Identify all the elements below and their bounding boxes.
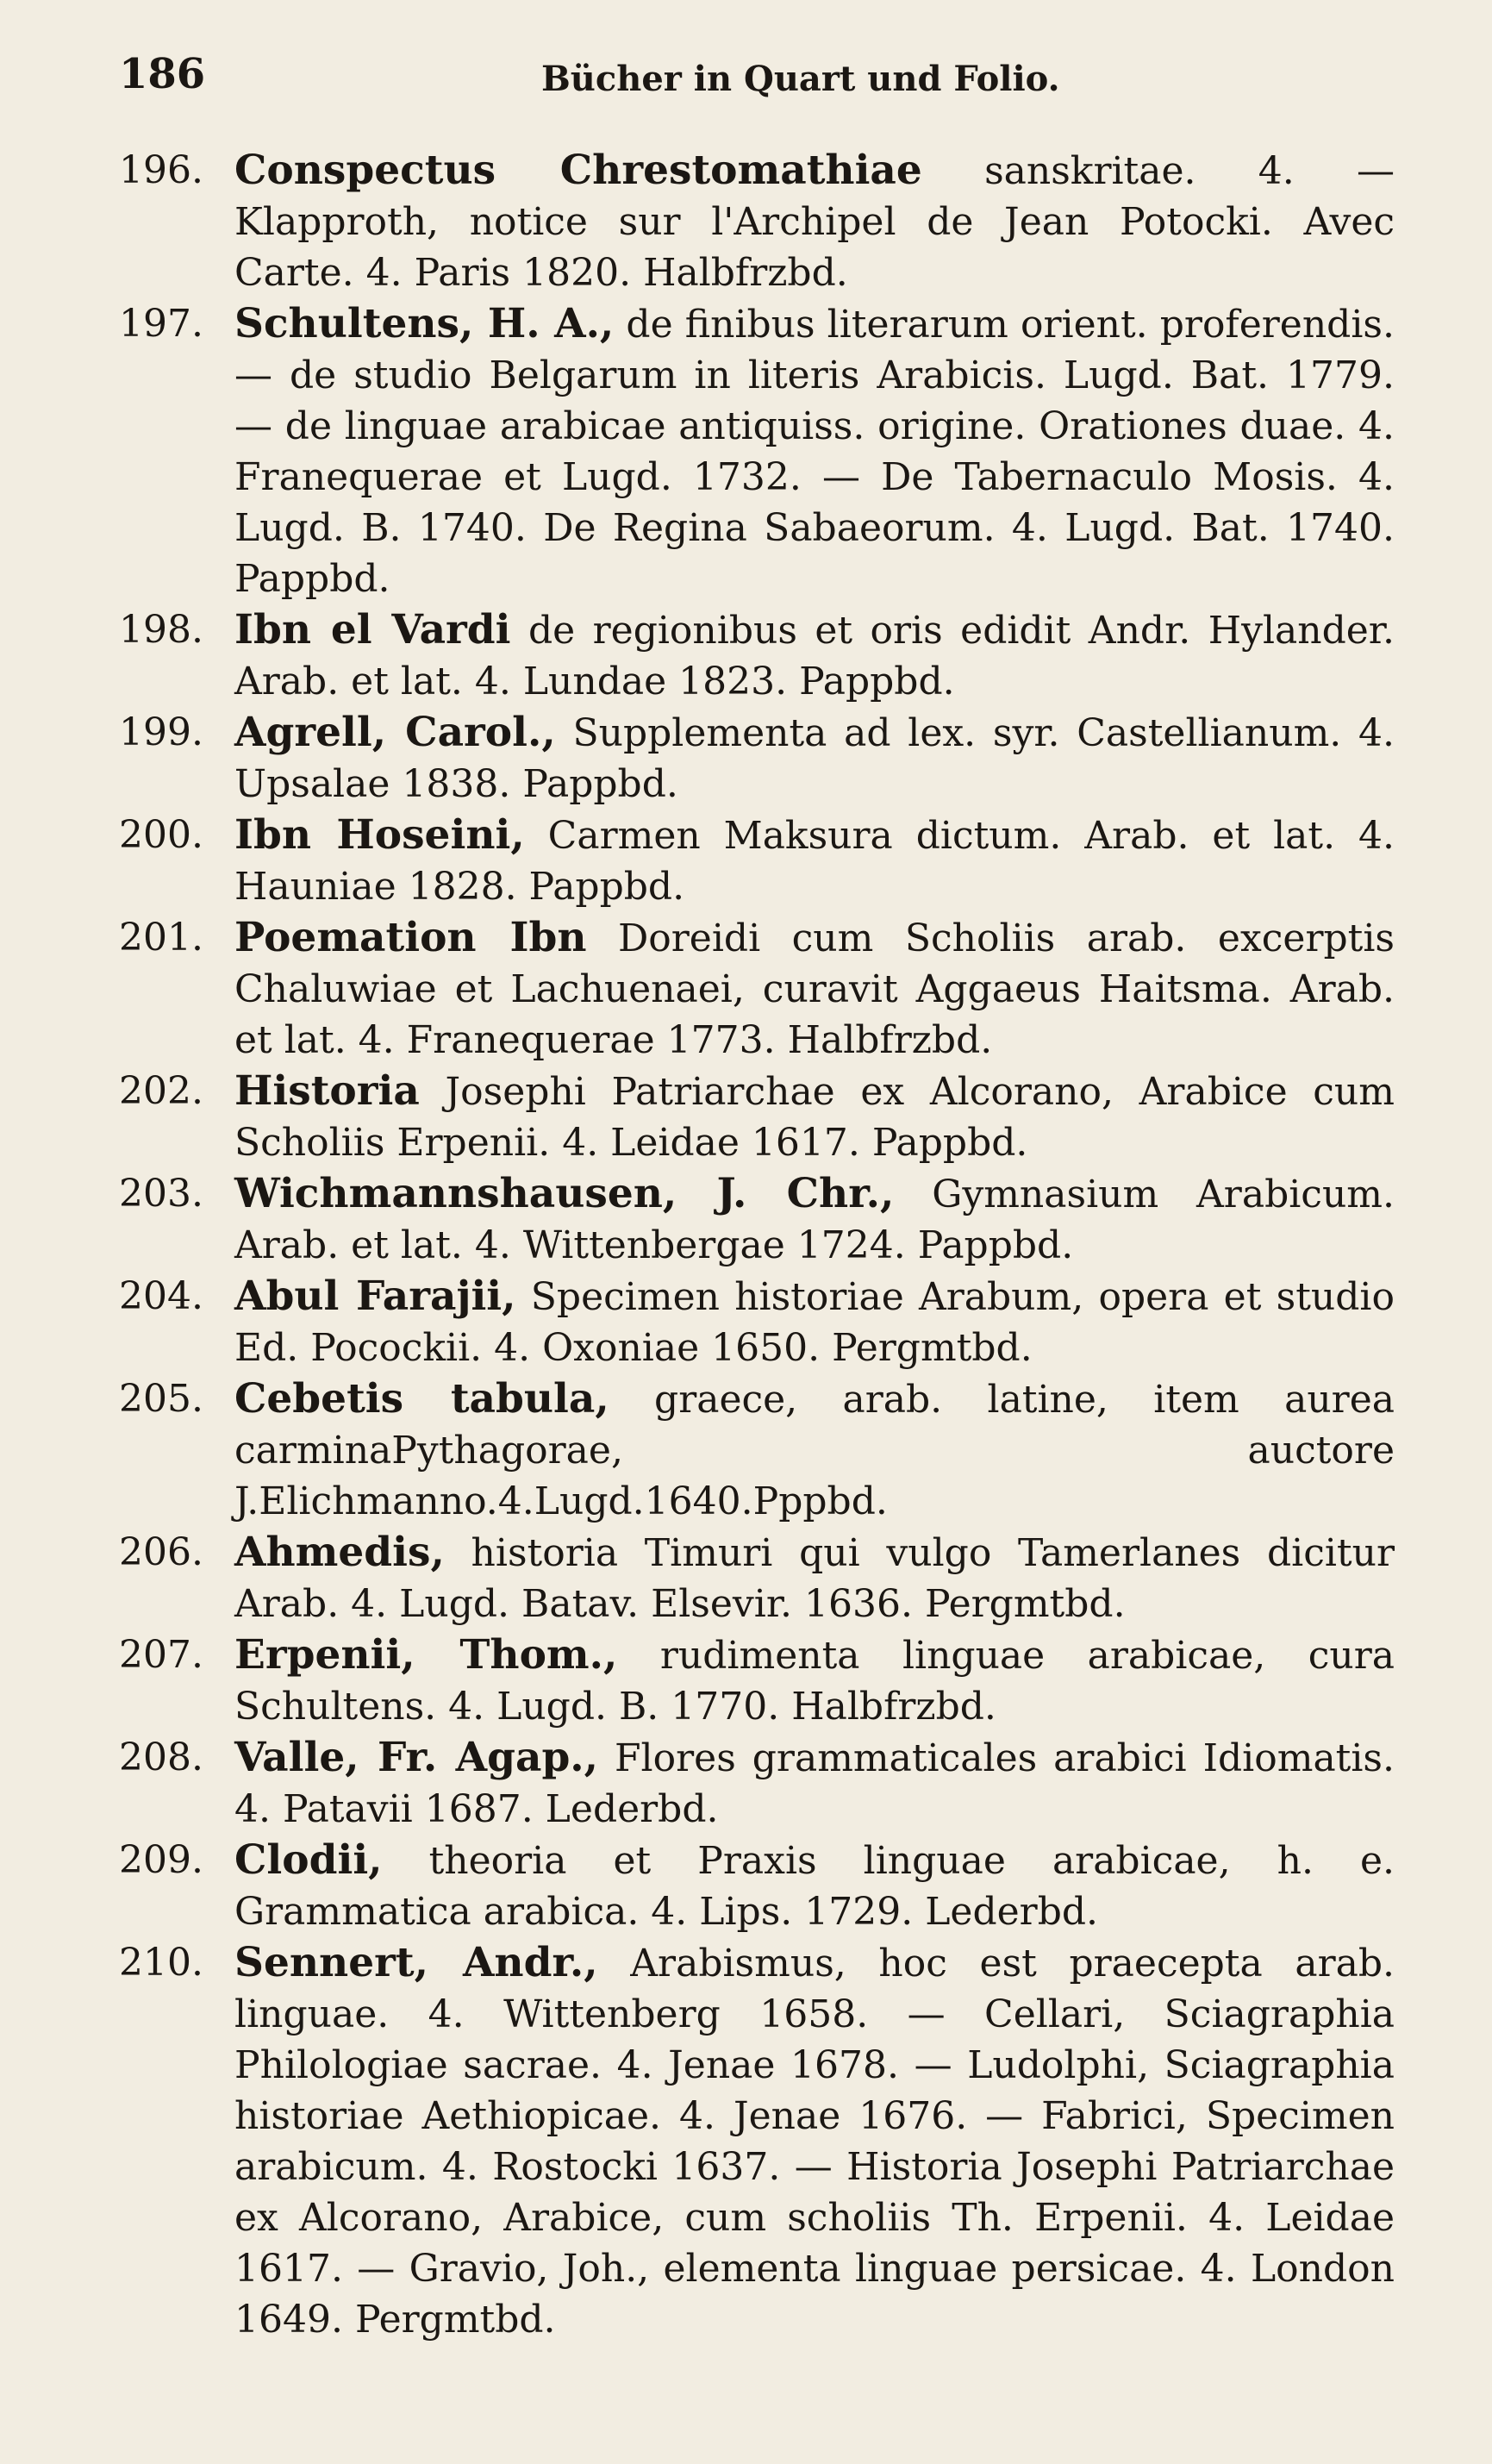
page-number: 186	[119, 50, 206, 98]
entry-heading: Cebetis tabula,	[234, 1375, 609, 1423]
catalogue-entry	[119, 810, 1395, 912]
catalogue-entry	[119, 604, 1395, 707]
entry-number: 201.	[119, 916, 203, 960]
entry-number: 209.	[119, 1838, 203, 1882]
entry-heading: Schultens, H. A.,	[234, 300, 615, 347]
entry-number: 197.	[119, 302, 203, 346]
entry-text: Doreidi cum Scholiis arab. excerptis Chaluwiae et Lachuenaei, curavit Aggaeus Haitsma. Arab. et lat. 4. Franequerae 1773. Halbfrzbd.	[234, 916, 1395, 1062]
entry-body	[234, 1373, 1395, 1527]
entry-body	[234, 604, 1395, 707]
entry-body	[234, 145, 1395, 298]
entry-body	[234, 810, 1395, 912]
entry-heading: Historia	[234, 1067, 420, 1115]
entry-heading: Ibn Hoseini,	[234, 811, 525, 859]
entry-heading: Agrell, Carol.,	[234, 709, 556, 756]
entry-heading: Erpenii, Thom.,	[234, 1631, 618, 1679]
entry-number: 207.	[119, 1633, 203, 1677]
catalogue-entry	[119, 707, 1395, 810]
entry-body	[234, 1271, 1395, 1373]
entry-number: 199.	[119, 710, 203, 754]
entry-text: Carmen Maksura dictum. Arab. et lat. 4. Hauniae 1828. Pappbd.	[234, 814, 1395, 909]
entry-number: 204.	[119, 1274, 203, 1318]
entry-body	[234, 298, 1395, 604]
catalogue-entry	[119, 1527, 1395, 1629]
running-head: Bücher in Quart und Folio.	[541, 59, 1060, 99]
entry-number: 210.	[119, 1941, 203, 1985]
entry-number: 206.	[119, 1530, 203, 1574]
catalogue-entry	[119, 1732, 1395, 1835]
entry-text: theoria et Praxis linguae arabicae, h. e. Grammatica arabica. 4. Lips. 1729. Lederbd.	[234, 1839, 1395, 1934]
entry-heading: Abul Farajii,	[234, 1273, 516, 1320]
entry-heading: Poemation Ibn	[234, 914, 587, 961]
catalogue-entry	[119, 1835, 1395, 1937]
entry-body	[234, 1066, 1395, 1168]
entry-text: rudimenta linguae arabicae, cura Schultens. 4. Lugd. B. 1770. Halbfrzbd.	[234, 1634, 1395, 1729]
catalogue-entry	[119, 1066, 1395, 1168]
entry-text: Arabismus, hoc est praecepta arab. linguae. 4. Wittenberg 1658. — Cellari, Sciagraphia Philologiae sacrae. 4. Jenae 1678. — Ludolphi, Sciagraphia historiae Aethiopicae. 4. Jenae 1676. — Fabrici, Specimen arabicum. 4. Rostocki 1637. — Historia Josephi Patriarchae ex Alcorano, Arabice, cum scholiis Th. Erpenii. 4. Leidae 1617. — Gravio, Joh., elementa linguae persicae. 4. London 1649. Pergmtbd.	[234, 1942, 1395, 2342]
entry-heading: Wichmannshausen, J. Chr.,	[234, 1170, 895, 1217]
entry-text: Josephi Patriarchae ex Alcorano, Arabice cum Scholiis Erpenii. 4. Leidae 1617. Pappbd.	[234, 1070, 1395, 1165]
catalogue-entry	[119, 1373, 1395, 1527]
entry-number: 196.	[119, 148, 203, 192]
entry-body	[234, 912, 1395, 1066]
entry-heading: Ibn el Vardi	[234, 606, 511, 654]
entry-heading: Clodii,	[234, 1836, 383, 1884]
entry-text: Gymnasium Arabicum. Arab. et lat. 4. Wittenbergae 1724. Pappbd.	[234, 1173, 1395, 1267]
entry-number: 202.	[119, 1069, 203, 1113]
entry-number: 198.	[119, 608, 203, 652]
catalogue-entry	[119, 1937, 1395, 2345]
entry-number: 203.	[119, 1172, 203, 1216]
entry-body	[234, 1168, 1395, 1271]
entry-number: 208.	[119, 1735, 203, 1779]
entry-text: Specimen historiae Arabum, opera et studio Ed. Pocockii. 4. Oxoniae 1650. Pergmtbd.	[234, 1275, 1395, 1370]
catalogue-entries	[119, 145, 1395, 2345]
entry-body	[234, 1835, 1395, 1937]
entry-body	[234, 1732, 1395, 1835]
entry-text: Flores grammaticales arabici Idiomatis. 4. Patavii 1687. Lederbd.	[234, 1736, 1395, 1831]
entry-body	[234, 1629, 1395, 1732]
entry-heading: Conspectus Chrestomathiae	[234, 147, 922, 194]
entry-body	[234, 1937, 1395, 2345]
entry-text: Supplementa ad lex. syr. Castellianum. 4. Upsalae 1838. Pappbd.	[234, 711, 1395, 806]
entry-text: historia Timuri qui vulgo Tamerlanes dicitur Arab. 4. Lugd. Batav. Elsevir. 1636. Pergmtbd.	[234, 1531, 1395, 1626]
catalogue-entry	[119, 1271, 1395, 1373]
entry-heading: Valle, Fr. Agap.,	[234, 1734, 599, 1781]
catalogue-entry	[119, 1629, 1395, 1732]
entry-heading: Ahmedis,	[234, 1529, 445, 1576]
entry-text: de finibus literarum orient. proferendis. — de studio Belgarum in literis Arabicis. Lugd. Bat. 1779. — de linguae arabicae antiquiss. origine. Orationes duae. 4. Franequerae et Lugd. 1732. — De Tabernaculo Mosis. 4. Lugd. B. 1740. De Regina Sabaeorum. 4. Lugd. Bat. 1740. Pappbd.	[234, 303, 1395, 601]
entry-number: 205.	[119, 1377, 203, 1421]
catalogue-entry	[119, 298, 1395, 604]
entry-text: graece, arab. latine, item aurea carminaPythagorae, auctore J.Elichmanno.4.Lugd.1640.Pppbd.	[234, 1378, 1395, 1523]
entry-heading: Sennert, Andr.,	[234, 1939, 598, 1986]
entry-text: de regionibus et oris edidit Andr. Hylander. Arab. et lat. 4. Lundae 1823. Pappbd.	[234, 609, 1395, 704]
entry-body	[234, 707, 1395, 810]
catalogue-entry	[119, 1168, 1395, 1271]
entry-text: sanskritae. 4. — Klapproth, notice sur l'Archipel de Jean Potocki. Avec Carte. 4. Paris 1820. Halbfrzbd.	[234, 149, 1395, 295]
entry-body	[234, 1527, 1395, 1629]
catalogue-entry	[119, 912, 1395, 1066]
entry-number: 200.	[119, 813, 203, 857]
catalogue-entry	[119, 145, 1395, 298]
page-header	[119, 50, 1395, 110]
